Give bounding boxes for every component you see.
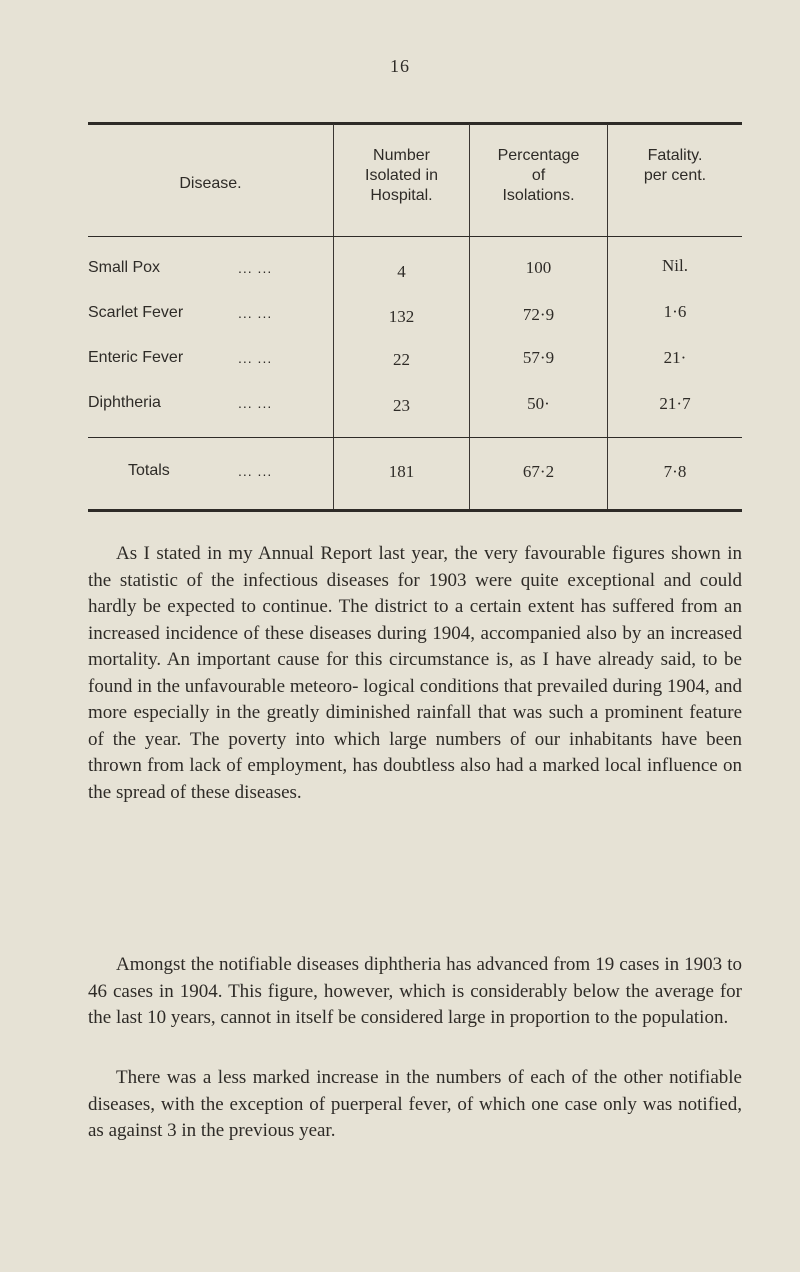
row-isolated: 4: [397, 262, 406, 281]
row-disease-label: Enteric Fever: [88, 349, 184, 366]
totals-leader-dots: ... ...: [238, 463, 273, 479]
row-isolated: 132: [388, 307, 415, 326]
row-fatality: 21·: [663, 348, 687, 367]
row-percentage: 100: [525, 258, 552, 277]
row-leader-dots: ... ...: [238, 260, 273, 276]
row-isolated: 22: [393, 350, 410, 369]
totals-label: Totals: [128, 462, 170, 479]
row-percentage: 72·9: [522, 305, 555, 324]
page-number: 16: [390, 56, 410, 76]
header-isolated: Number Isolated in Hospital.: [365, 147, 438, 204]
row-fatality: 21·7: [659, 394, 691, 413]
totals-percentage: 67·2: [522, 462, 555, 481]
disease-statistics-table: [88, 122, 742, 512]
totals-fatality: 7·8: [663, 462, 687, 481]
row-disease-label: Diphtheria: [88, 394, 161, 411]
header-fatality: Fatality. per cent.: [643, 147, 707, 184]
row-fatality: Nil.: [662, 256, 688, 275]
paragraph-other-diseases: There was a less marked increase in the numbers of each of the other notifiable diseases, with the exception of puerperal fever, of which one case only was notified, as against 3 in the previous year.: [88, 1067, 742, 1141]
header-disease: Disease.: [179, 175, 242, 192]
table-bottom-rule: [88, 509, 742, 512]
row-leader-dots: ... ...: [238, 350, 273, 366]
row-disease-label: Scarlet Fever: [88, 304, 184, 321]
totals-isolated: 181: [388, 462, 415, 481]
row-leader-dots: ... ...: [238, 305, 273, 321]
totals-rule: [88, 437, 742, 438]
header-rule: [88, 236, 742, 237]
row-percentage: 50·: [527, 394, 550, 413]
header-percentage: Percentage of Isolations.: [497, 147, 580, 204]
row-percentage: 57·9: [522, 348, 555, 367]
paragraph-annual-report: As I stated in my Annual Report last year, the very favourable figures shown in the statistic of the infectious diseases for 1903 were quite exceptional and could hardly be expected to continue. The district to a certain extent has suffered from an increased incidence of these diseases during 1904, accompanied also by an increased mortality. An important cause for this circumstance is, as I have already said, to be found in the unfavourable meteoro- logical conditions that prevailed during 1904, and more especially in the greatly diminished rainfall that was such a prominent feature of the year. The poverty into which large numbers of our inhabitants have been thrown from lack of employment, has doubtless also had a marked local influence on the spread of these diseases.: [88, 543, 742, 803]
table-top-rule: [88, 122, 742, 125]
row-leader-dots: ... ...: [238, 395, 273, 411]
row-fatality: 1·6: [663, 302, 687, 321]
paragraph-diphtheria: Amongst the notifiable diseases diphtheria has advanced from 19 cases in 1903 to 46 cases in 1904. This figure, however, which is considerably below the average for the last 10 years, cannot in itself be considered large in proportion to the population.: [88, 954, 742, 1028]
row-disease-label: Small Pox: [88, 259, 161, 276]
row-isolated: 23: [393, 396, 410, 415]
